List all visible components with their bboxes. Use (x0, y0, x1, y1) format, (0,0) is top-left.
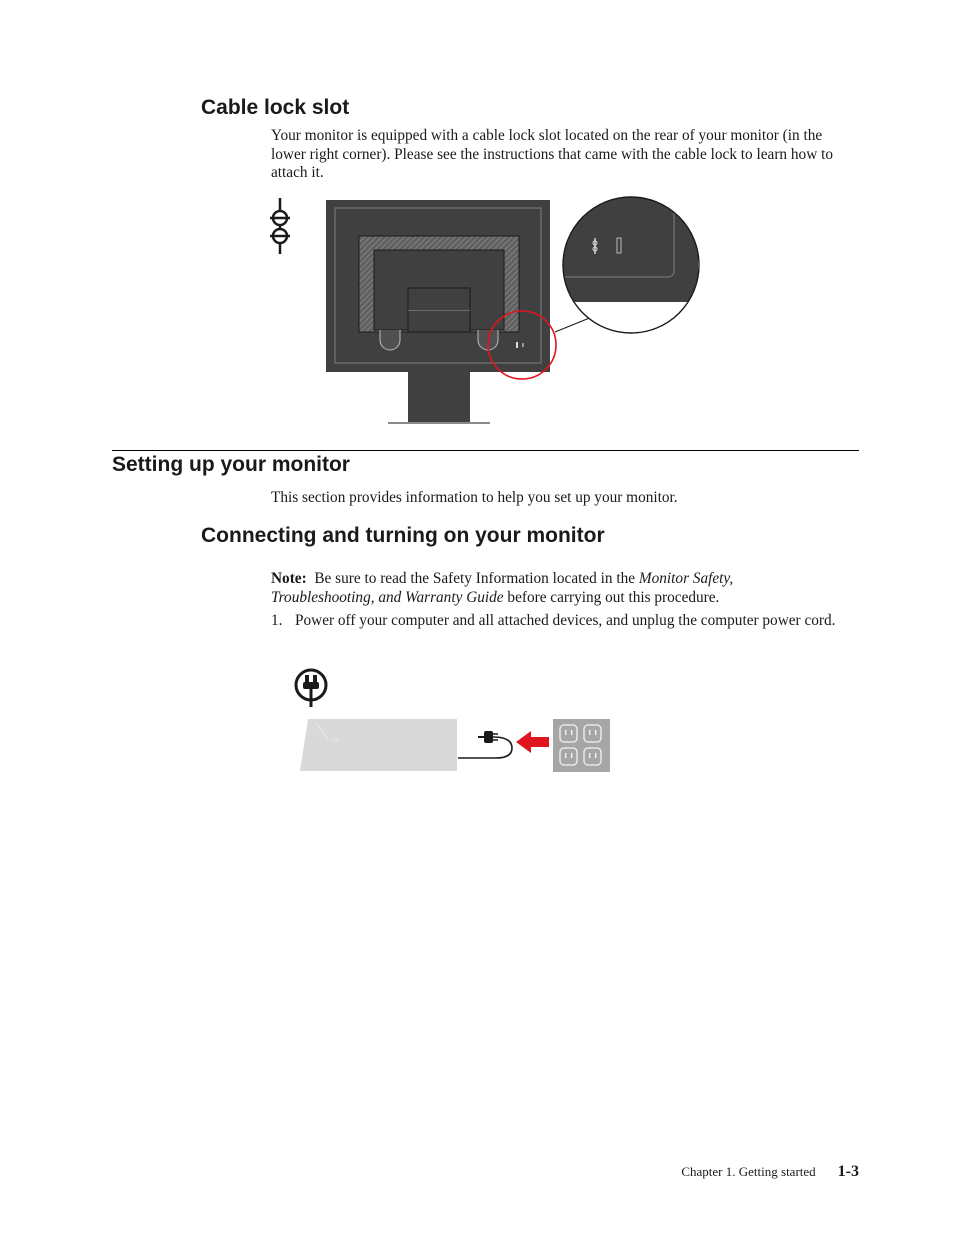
zoom-detail (552, 192, 699, 333)
arrow-left-icon (516, 731, 549, 753)
cable-lock-paragraph: Your monitor is equipped with a cable lock slot located on the rear of your monitor (in the lower right corner). Please see the instructions that came with the cable lock to learn how to attach it. (271, 127, 833, 182)
heading-connecting-monitor: Connecting and turning on your monitor (201, 524, 605, 547)
step-number: 1. (271, 612, 283, 629)
step-list-item (271, 612, 851, 631)
note-label: Note: (271, 570, 307, 587)
monitor-rear-illustration (262, 192, 712, 432)
page-footer (681, 1163, 859, 1181)
note-text-1: Be sure to read the Safety Information located in the (314, 570, 636, 587)
page-number: 1-3 (837, 1163, 859, 1180)
power-outlet-panel (553, 719, 610, 772)
power-plug-icon (296, 670, 326, 707)
cable-lock-icon (270, 198, 290, 254)
computer-shape (300, 719, 457, 771)
footer-chapter: Chapter 1. Getting started (681, 1164, 816, 1179)
note-guide-title: Monitor Safety, Troubleshooting, and Warranty Guide (271, 570, 734, 606)
power-cord (458, 731, 512, 758)
section-divider (112, 450, 859, 451)
note-text-2: before carrying out this procedure. (507, 588, 720, 606)
heading-setting-up-monitor: Setting up your monitor (112, 453, 350, 476)
step-text: Power off your computer and all attached devices, and unplug the computer power cord. (295, 612, 836, 629)
setup-paragraph: This section provides information to help you set up your monitor. (271, 489, 678, 506)
heading-cable-lock-slot: Cable lock slot (201, 96, 350, 119)
unplug-power-illustration (290, 657, 620, 782)
note-paragraph (271, 570, 831, 607)
